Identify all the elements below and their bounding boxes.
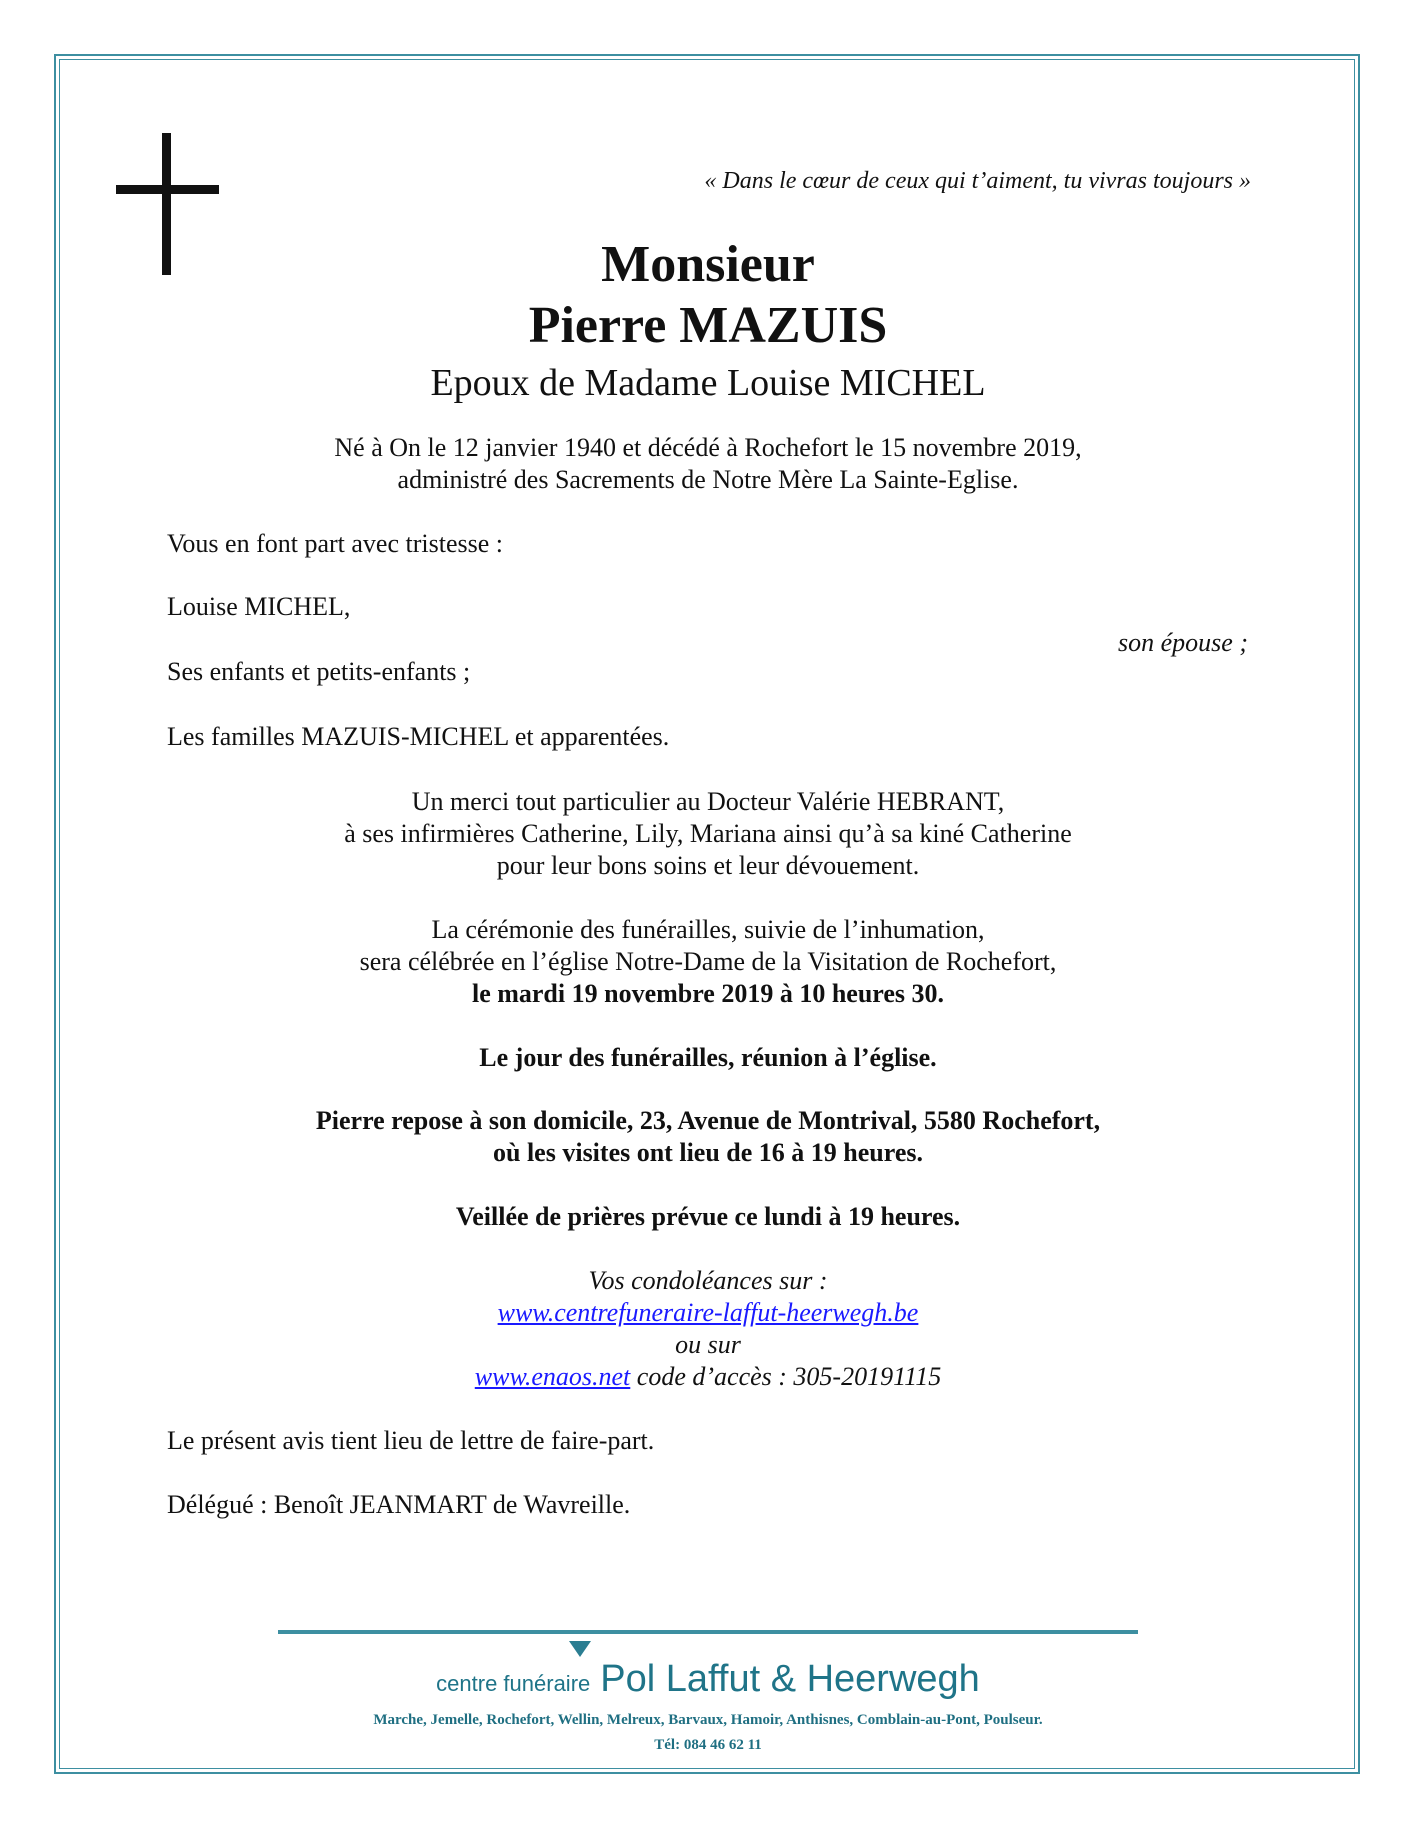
condolences-intro: Vos condoléances sur : <box>588 1266 828 1295</box>
ceremony-section <box>150 914 1266 1010</box>
repose-line-1: Pierre repose à son domicile, 23, Avenue de Montrival, 5580 Rochefort, <box>315 1106 1101 1135</box>
thanks-section <box>150 786 1266 882</box>
funeral-home-logo <box>150 1658 1266 1701</box>
condolences-or: ou sur <box>675 1330 741 1359</box>
enaos-link[interactable]: www.enaos.net <box>474 1362 631 1391</box>
thanks-line-3: pour leur bons soins et leur dévouement. <box>496 851 920 880</box>
footer-divider <box>278 1630 1138 1634</box>
deceased-civility: Monsieur <box>601 236 815 293</box>
footer-triangle-icon <box>569 1641 591 1657</box>
repose-section <box>150 1105 1266 1169</box>
family-intro: Vous en font part avec tristesse : <box>167 529 503 558</box>
ceremony-date: le mardi 19 novembre 2019 à 10 heures 30. <box>471 979 945 1008</box>
logo-brand-name: Pol Laffut & Heerwegh <box>600 1658 980 1700</box>
birth-death-info <box>150 432 1266 496</box>
meeting-info: Le jour des funérailles, réunion à l’église. <box>479 1043 937 1072</box>
footer-places: Marche, Jemelle, Rochefort, Wellin, Melreux, Barvaux, Hamoir, Anthisnes, Comblain-au-Pont, Poulseur. <box>373 1712 1043 1728</box>
funeral-home-link[interactable]: www.centrefuneraire-laffut-heerwegh.be <box>497 1298 919 1327</box>
children-line: Ses enfants et petits-enfants ; <box>167 657 471 686</box>
spouse-relation: son épouse ; <box>1118 628 1248 657</box>
families-line: Les familles MAZUIS-MICHEL et apparentées. <box>167 722 670 751</box>
spouse-name: Louise MICHEL, <box>167 592 351 621</box>
spouse-line: Epoux de Madame Louise MICHEL <box>430 362 986 404</box>
access-code: code d’accès : 305-20191115 <box>630 1362 942 1391</box>
birth-death-line-2: administré des Sacrements de Notre Mère La Sainte-Eglise. <box>397 465 1019 494</box>
birth-death-line-1: Né à On le 12 janvier 1940 et décédé à Rochefort le 15 novembre 2019, <box>334 433 1082 462</box>
thanks-line-1: Un merci tout particulier au Docteur Valérie HEBRANT, <box>411 787 1005 816</box>
vigil-info: Veillée de prières prévue ce lundi à 19 heures. <box>455 1202 961 1231</box>
delegate-line: Délégué : Benoît JEANMART de Wavreille. <box>167 1490 631 1519</box>
condolences-section <box>150 1265 1266 1393</box>
deceased-name: Pierre MAZUIS <box>528 297 888 354</box>
ceremony-line-2: sera célébrée en l’église Notre-Dame de la Visitation de Rochefort, <box>359 947 1057 976</box>
thanks-line-2: à ses infirmières Catherine, Lily, Mariana ainsi qu’à sa kiné Catherine <box>344 819 1072 848</box>
epigraph: « Dans le cœur de ceux qui t’aiment, tu vivras toujours » <box>704 168 1251 194</box>
ceremony-line-1: La cérémonie des funérailles, suivie de l’inhumation, <box>431 915 985 944</box>
repose-line-2: où les visites ont lieu de 16 à 19 heures. <box>493 1138 923 1167</box>
notice-line: Le présent avis tient lieu de lettre de faire-part. <box>167 1426 655 1455</box>
footer-phone: Tél: 084 46 62 11 <box>654 1737 762 1753</box>
logo-small-text: centre funéraire <box>436 1671 591 1696</box>
